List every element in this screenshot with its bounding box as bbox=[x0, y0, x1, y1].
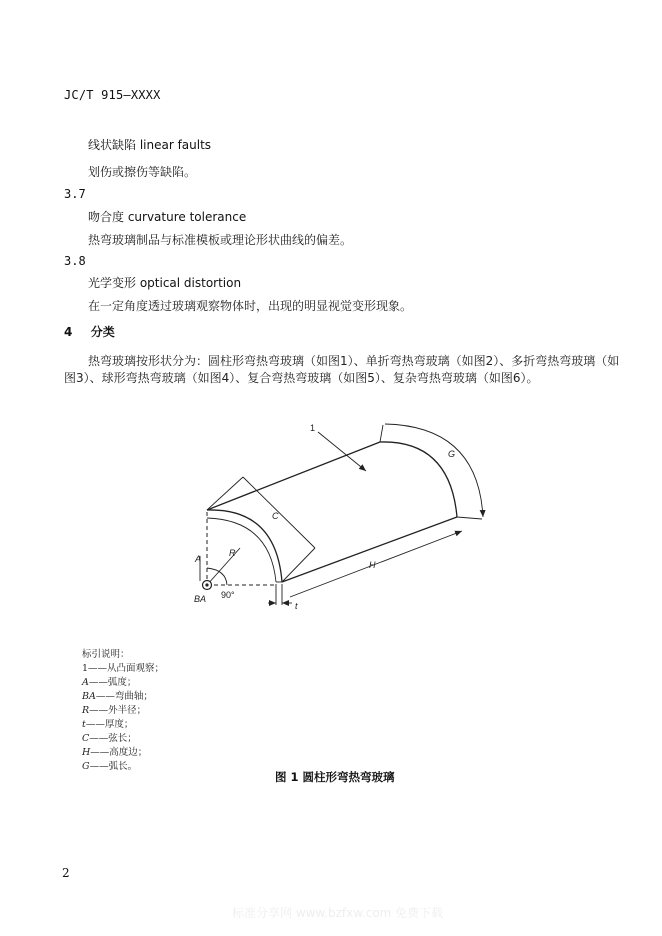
figure-caption: 图 1 圆柱形弯热弯玻璃 bbox=[275, 770, 395, 784]
watermark: 标准分享网 www.bzfxw.com 免费下载 bbox=[232, 906, 444, 920]
page-number: 2 bbox=[62, 866, 70, 880]
label-H: H bbox=[369, 560, 376, 570]
legend-title: 标引说明： bbox=[82, 649, 130, 660]
label-G: G bbox=[448, 449, 456, 459]
term-linear-faults: 线状缺陷 linear faults bbox=[88, 138, 212, 152]
label-A: A bbox=[195, 554, 202, 564]
back-outer-arc bbox=[380, 442, 457, 517]
legend-item: BA——弯曲轴； bbox=[82, 691, 153, 702]
label-t: t bbox=[295, 601, 298, 611]
label-R: R bbox=[229, 548, 236, 558]
classification-paragraph: 热弯玻璃按形状分为：圆柱形弯热弯玻璃（如图1）、单折弯热弯玻璃（如图2）、多折弯热弯玻璃（如图3）、球形弯热弯玻璃（如图4）、复合弯热弯玻璃（如图5）、复杂弯热弯玻璃（如图6）。 bbox=[64, 354, 620, 385]
top-edge bbox=[207, 442, 380, 510]
bottom-edge bbox=[282, 517, 457, 582]
document-header: JC/T 915—XXXX bbox=[64, 88, 161, 102]
definition-curvature-tolerance: 热弯玻璃制品与标准模板或理论形状曲线的偏差。 bbox=[88, 233, 353, 247]
section-number-3-7: 3.7 bbox=[64, 187, 86, 201]
legend-item: A——弧度； bbox=[82, 677, 137, 688]
legend-item: H——高度边； bbox=[82, 747, 148, 758]
definition-optical-distortion: 在一定角度透过玻璃观察物体时，出现的明显视觉变形现象。 bbox=[88, 299, 413, 313]
definition-linear-faults: 划伤或擦伤等缺陷。 bbox=[88, 165, 197, 179]
legend-item: G——弧长。 bbox=[82, 761, 138, 772]
legend-item: 1——从凸面观察； bbox=[82, 663, 165, 674]
front-inner-arc bbox=[207, 518, 276, 582]
term-curvature-tolerance: 吻合度 curvature tolerance bbox=[88, 210, 247, 224]
legend-item: t——厚度； bbox=[82, 719, 134, 730]
chapter-title: 分类 bbox=[90, 325, 115, 339]
chapter-number: 4 bbox=[64, 325, 73, 339]
label-1: 1 bbox=[310, 423, 316, 433]
label-BA: BA bbox=[194, 594, 207, 604]
term-optical-distortion: 光学变形 optical distortion bbox=[88, 276, 242, 290]
label-C: C bbox=[272, 511, 279, 521]
section-number-3-8: 3.8 bbox=[64, 254, 86, 268]
label-angle: 90° bbox=[221, 590, 235, 600]
chapter-heading bbox=[64, 323, 115, 340]
legend-item: C——弦长； bbox=[82, 733, 137, 744]
legend-item: R——外半径； bbox=[82, 705, 147, 716]
cylindrical-glass-figure bbox=[190, 415, 490, 620]
